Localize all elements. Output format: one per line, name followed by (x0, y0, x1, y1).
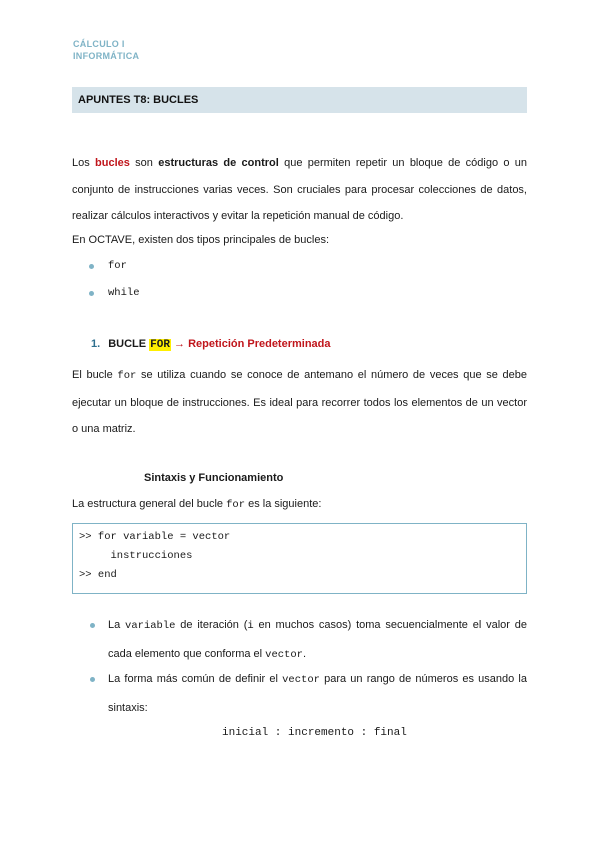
section-heading-for (91, 338, 331, 351)
list-item (90, 666, 527, 722)
structure-text: La estructura general del bucle (72, 498, 227, 510)
code-line: >> end (79, 569, 117, 581)
code-line: >> for variable = vector (79, 531, 231, 543)
loop-type-for: for (108, 260, 127, 272)
inline-code: i (247, 620, 254, 632)
bullet-icon (90, 623, 95, 628)
desc-text: El bucle (72, 369, 118, 381)
note-text: . (302, 647, 307, 660)
inline-code: vector (282, 674, 320, 686)
intro-text: Los (72, 157, 96, 169)
intro-paragraph (72, 150, 527, 230)
page-title: APUNTES T8: BUCLES (78, 94, 199, 106)
structure-text: es la siguiente: (245, 498, 322, 510)
inline-code: for (226, 499, 246, 511)
arrow-glyph: → (170, 338, 189, 350)
for-description (72, 362, 527, 443)
note-text: en muchos casos) toma secuencialmente el valor de cada elemento que conforma el (108, 619, 527, 660)
range-syntax: inicial : incremento : final (222, 727, 407, 739)
structure-intro (72, 491, 527, 519)
section-number: 1. (91, 338, 101, 350)
bullet-icon (90, 677, 95, 682)
note-range-vector (108, 666, 527, 722)
course-name: CÁLCULO I (73, 39, 125, 49)
title-bar (72, 87, 527, 113)
control-structures-term: estructuras de control (158, 157, 279, 169)
syntax-heading: Sintaxis y Funcionamiento (144, 472, 284, 484)
note-text: de iteración ( (175, 619, 248, 631)
bullet-icon (89, 291, 94, 296)
code-block (72, 523, 527, 594)
intro-types-line: En OCTAVE, existen dos tipos principales de bucles: (72, 234, 329, 246)
for-keyword-highlight: FOR (150, 339, 170, 351)
loop-type-while: while (108, 287, 140, 299)
list-item (90, 612, 527, 669)
code-line: instrucciones (79, 550, 193, 562)
bullet-icon (89, 264, 94, 269)
section-subtitle: Repetición Predeterminada (188, 338, 331, 350)
inline-code: variable (125, 620, 176, 632)
bucles-term: bucles (95, 157, 130, 169)
note-text: La forma más común de definir el (108, 673, 283, 685)
note-text: para un rango de números es usando la sintaxis: (108, 673, 527, 714)
inline-code: vector (265, 648, 303, 661)
course-subject: INFORMÁTICA (73, 51, 140, 61)
intro-text: son (129, 157, 159, 169)
course-header (73, 38, 139, 62)
desc-text: se utiliza cuando se conoce de antemano el número de veces que se debe ejecutar un bloque de instrucciones. Es ideal para recorrer todos los elementos de un vector o una matriz. (72, 369, 527, 435)
section-label: BUCLE (108, 338, 150, 350)
intro-text: que permiten repetir un bloque de código o un conjunto de instrucciones varias veces. Son cruciales para procesar colecciones de datos, realizar cálculos interactivos y evitar la repetición manual de código. (72, 157, 527, 222)
note-text: La (108, 619, 126, 631)
note-iteration-variable (108, 612, 527, 669)
inline-code: for (117, 370, 137, 382)
